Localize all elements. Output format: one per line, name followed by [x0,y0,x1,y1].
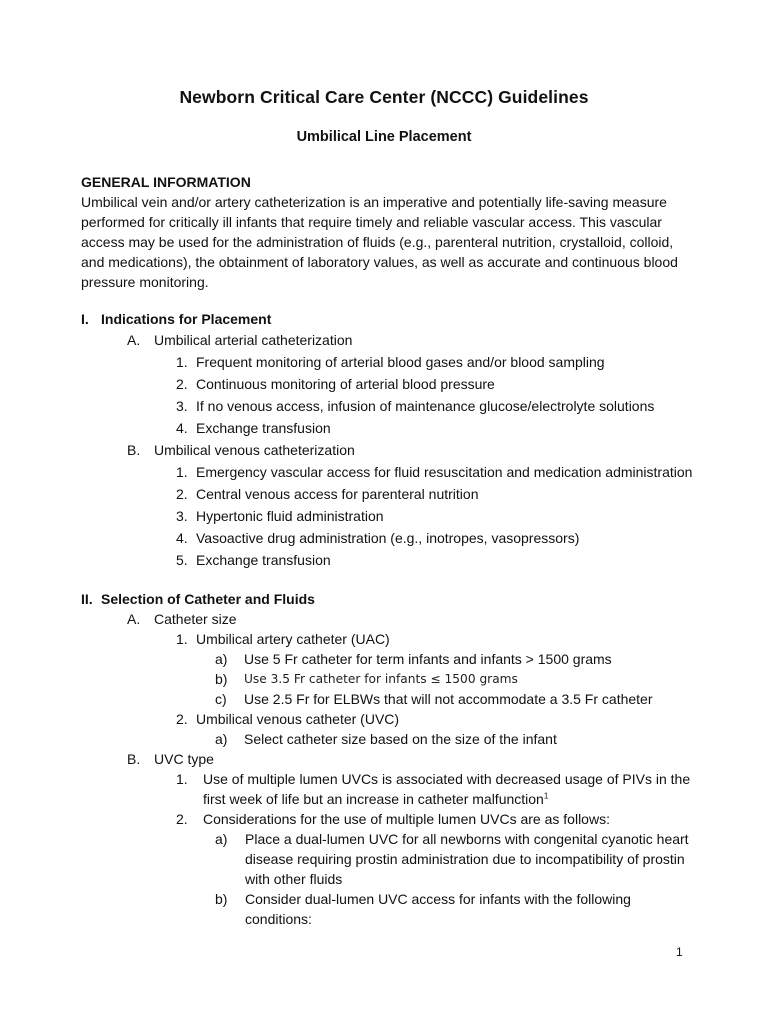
list-item: B. Umbilical venous catheterization [127,442,355,458]
paragraph-line: and medications), the obtainment of laboratory values, as well as accurate and continuous blood [81,254,678,270]
section-number: I. [81,311,89,327]
document-body [81,172,701,929]
list-item: 2. Central venous access for parenteral nutrition [176,486,479,502]
list-item: A. Umbilical arterial catheterization [127,332,353,348]
list-item: 1. Frequent monitoring of arterial blood gases and/or blood sampling [176,354,605,370]
footnote-ref: 1 [543,791,549,801]
section-heading [81,589,701,609]
list-item: a) Select catheter size based on the size of the infant [215,731,557,747]
list-item: 1. Umbilical artery catheter (UAC) [176,631,390,647]
list-item: b) Use 3.5 Fr catheter for infants ≤ 1500 grams [215,671,518,687]
list-item: b) Consider dual-lumen UVC access for infants with the following conditions: [215,891,631,927]
list-item: c) Use 2.5 Fr for ELBWs that will not accommodate a 3.5 Fr catheter [215,691,653,707]
list-item: 3. If no venous access, infusion of maintenance glucose/electrolyte solutions [176,398,655,414]
section-number: II. [81,591,93,607]
section-heading [81,309,701,329]
general-information-heading: GENERAL INFORMATION [81,174,251,190]
paragraph-line: access may be used for the administration of fluids (e.g., parenteral nutrition, crystalloid, colloid, [81,234,674,250]
section-title: Selection of Catheter and Fluids [101,591,315,607]
paragraph-line: pressure monitoring. [81,274,209,290]
document-subtitle: Umbilical Line Placement [296,129,472,145]
list-item: a) Use 5 Fr catheter for term infants and infants > 1500 grams [215,651,612,667]
list-item: A. Catheter size [127,611,237,627]
list-item: B. UVC type [127,751,214,767]
paragraph-line: Umbilical vein and/or artery catheterization is an imperative and potentially life-saving measure [81,194,667,210]
list-item: 2. Continuous monitoring of arterial blood pressure [176,376,495,392]
list-item: a) Place a dual-lumen UVC for all newborns with congenital cyanotic heart disease requiring prostin administration due to incompatibility of prostin with other fluids [215,831,689,887]
list-item: 1. Use of multiple lumen UVCs is associated with decreased usage of PIVs in the first week of life but an increase in catheter malfunction$^1$ [176,771,691,807]
list-item: 1. Emergency vascular access for fluid resuscitation and medication administration [176,464,693,480]
list-item: 2. Considerations for the use of multiple lumen UVCs are as follows: [176,811,610,827]
paragraph-line: performed for critically ill infants that require timely and reliable vascular access. This vascular [81,214,662,230]
page-number: 1 [676,945,683,959]
list-item: 4. Exchange transfusion [176,420,331,436]
list-item: 5. Exchange transfusion [176,552,331,568]
general-information-paragraph [81,192,691,292]
list-item: 2. Umbilical venous catheter (UVC) [176,711,400,727]
list-item: 4. Vasoactive drug administration (e.g., inotropes, vasopressors) [176,530,580,546]
list-item: 3. Hypertonic fluid administration [176,508,384,524]
section-title: Indications for Placement [101,311,272,327]
document-title: Newborn Critical Care Center (NCCC) Guidelines [179,87,589,107]
